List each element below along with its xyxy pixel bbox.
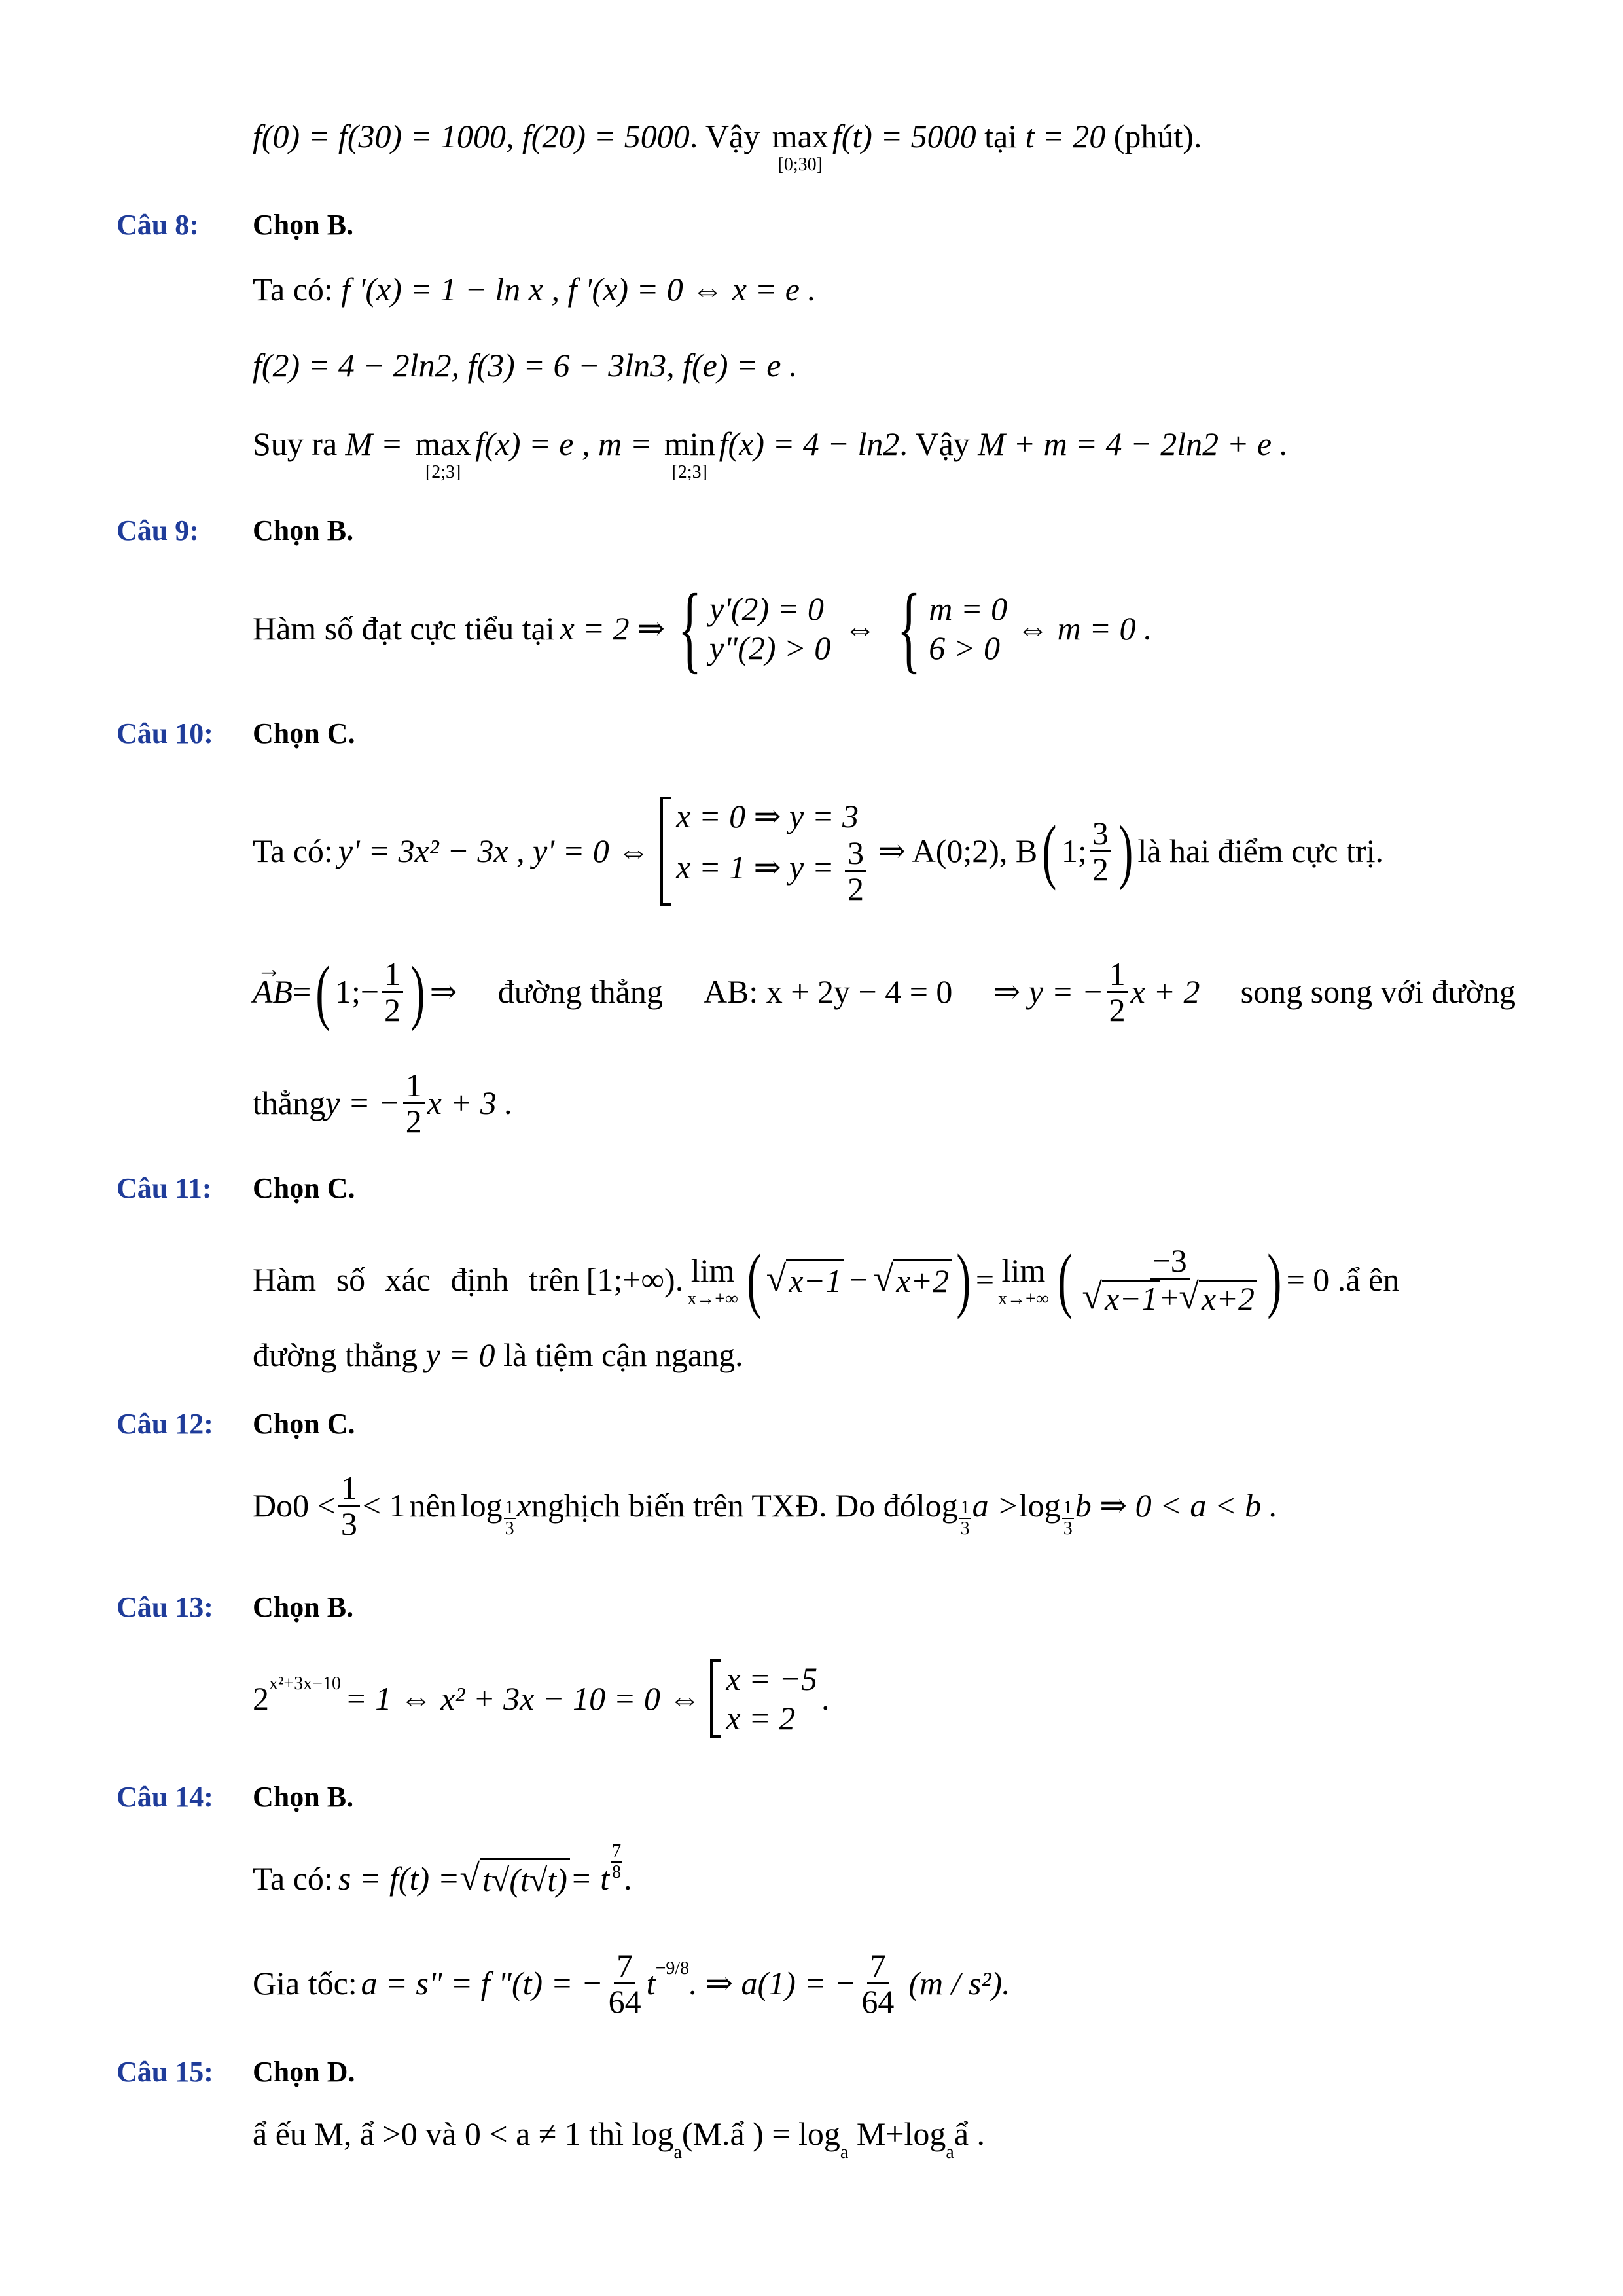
q7-expr-a: f(0) = f(30) = 1000, — [253, 118, 522, 154]
q11-l2-tail: là tiệm cận ngang. — [495, 1336, 743, 1373]
q8-max — [415, 424, 471, 482]
q14-l2-t: t — [646, 1965, 656, 2001]
q8-line2 — [253, 346, 797, 385]
q15-sub-b: a — [840, 2142, 849, 2162]
q10-case2-den: 2 — [847, 870, 864, 907]
q8-l1-prefix: Ta có: — [253, 271, 342, 308]
q11-num: −3 — [1150, 1244, 1190, 1280]
q8-label: Câu 8: — [116, 209, 199, 241]
q11-den-a: x−1 — [1102, 1280, 1160, 1316]
q14-l2-frac2 — [859, 1948, 897, 2018]
q13-case2: x = 2 — [726, 1700, 796, 1736]
q10-l2-frac — [1107, 957, 1128, 1027]
q9-cond: x = 2 ⇒ — [560, 610, 665, 647]
q12-num: 1 — [338, 1471, 360, 1507]
q15-text-b: (M.ẩ ) = log — [681, 2115, 840, 2152]
q9-brace1-icon: { — [678, 574, 702, 683]
q11-eq: = — [975, 1261, 995, 1298]
q10-l3-a: y = − — [325, 1085, 401, 1121]
q10-pt-b-num: 3 — [1090, 816, 1111, 852]
q10-vec-den: 2 — [384, 991, 401, 1028]
q14-choice: Chọn B. — [253, 1781, 354, 1813]
q15-text-a: ẩ ếu M, ẩ >0 và 0 < a ≠ 1 thì log — [253, 2115, 674, 2152]
q11-line2 — [253, 1335, 743, 1374]
q10-vector-ab: → AB — [253, 972, 293, 1011]
q10-l2-den: 2 — [1109, 991, 1126, 1028]
q12-ineq-b: < 1 — [362, 1487, 406, 1524]
q12-frac — [338, 1471, 360, 1541]
q12-label: Câu 12: — [116, 1408, 213, 1440]
q9-sys2-b: 6 > 0 — [929, 630, 1000, 666]
q12-do: Do — [253, 1487, 293, 1524]
q14-l2-num2: 7 — [867, 1948, 889, 1984]
q12-text2: nghịch biến trên TXĐ. Do đó — [531, 1487, 916, 1524]
q9-system1 — [670, 574, 831, 683]
q10-vec-frac — [382, 957, 403, 1027]
q8-l1-expr: f '(x) = 1 − ln x , f '(x) = 0 ⇔ x = e . — [341, 271, 816, 308]
q15-text-d: ẩ . — [954, 2115, 986, 2152]
q12-log2-den: 3 — [960, 1518, 970, 1539]
q13-choice: Chọn B. — [253, 1591, 354, 1623]
q10-l2-text1: đường thẳng — [497, 973, 663, 1010]
q10-prefix: Ta có: — [253, 833, 333, 869]
q8-min-op: min — [664, 425, 715, 462]
q7-expr-d: f(t) = 5000 — [832, 118, 976, 154]
q14-prefix: Ta có: — [253, 1860, 333, 1897]
q11-l2-expr: y = 0 — [425, 1336, 495, 1373]
q14-expr: s = f(t) = — [338, 1860, 460, 1897]
q11-expr-a: x−1 — [786, 1259, 844, 1300]
q12-choice: Chọn C. — [253, 1408, 355, 1440]
q10-pt-b-den: 2 — [1092, 850, 1109, 888]
q14-l2-exp: −9/8 — [655, 1958, 690, 1979]
q10-expr1: y' = 3x² − 3x , y' = 0 ⇔ — [338, 833, 651, 869]
q14-line2 — [253, 1937, 1010, 2029]
q10-pt-b-a: 1; — [1061, 833, 1087, 869]
q11-tail: ẩ ên — [1346, 1261, 1400, 1298]
q14-l2-frac — [606, 1948, 644, 2018]
q12-log1-base — [504, 1498, 516, 1539]
q14-dot: . — [624, 1860, 632, 1897]
q10-l3-num: 1 — [403, 1068, 425, 1104]
q11-paren2-close-icon: ) — [1267, 1240, 1282, 1319]
q10-choice: Chọn C. — [253, 717, 355, 749]
q10-l2-d: x + 2 — [1130, 973, 1200, 1010]
q14-sqrt: √ t√(t√t) — [459, 1858, 570, 1899]
q12-log1-den: 3 — [505, 1518, 514, 1539]
q10-l2-eq: = — [293, 973, 312, 1010]
q11-den: √ x−1 + √ x+2 — [1079, 1280, 1260, 1316]
q12-log2-num: 1 — [960, 1498, 970, 1518]
q7-max-under: [0;30] — [777, 154, 823, 175]
q11-dot: . — [675, 1261, 684, 1298]
q8-choice: Chọn B. — [253, 209, 354, 241]
q8-min — [664, 424, 715, 482]
q12-log2-base — [959, 1498, 971, 1539]
q12-log3-den: 3 — [1063, 1518, 1073, 1539]
q10-l3-frac — [403, 1068, 425, 1138]
q9-brace2-icon: { — [897, 574, 921, 683]
q10-pt-b-frac — [1090, 816, 1111, 886]
q10-l2-c: ⇒ y = − — [993, 973, 1104, 1010]
q7-text: . Vậy — [689, 118, 768, 154]
q15-text-c: M+log — [848, 2115, 946, 2152]
q8-line1 — [253, 270, 816, 309]
q14-line1 — [253, 1833, 632, 1924]
q9-choice: Chọn B. — [253, 514, 354, 547]
q13-exp: x²+3x−10 — [269, 1674, 341, 1694]
q13-base: 2 — [253, 1680, 269, 1717]
q14-l2-den: 64 — [608, 1982, 641, 2020]
q10-l3-den: 2 — [405, 1102, 422, 1139]
q8-l3-b: f(x) = e , m = — [475, 425, 660, 462]
q7-text-g: (phút). — [1105, 118, 1202, 154]
q10-points: ⇒ A(0;2), B — [878, 833, 1038, 869]
q10-vec-num: 1 — [382, 957, 403, 993]
q11-paren-close-icon: ) — [956, 1240, 971, 1319]
q11-label: Câu 11: — [116, 1172, 212, 1204]
q10-case2-a: x = 1 ⇒ y = — [676, 848, 842, 886]
q10-suffix: là hai điểm cực trị. — [1137, 833, 1384, 869]
q10-vec-paren-close-icon: ) — [410, 952, 425, 1031]
q13-cases — [710, 1659, 817, 1738]
q12-expr1: x — [516, 1487, 531, 1524]
q12-log2: log — [916, 1487, 958, 1524]
q10-line3 — [253, 1054, 513, 1152]
q14-exp — [611, 1842, 622, 1882]
q10-vec-a: 1;− — [334, 973, 380, 1010]
q12-expr3: b ⇒ 0 < a < b . — [1075, 1487, 1278, 1524]
q13-label: Câu 13: — [116, 1591, 213, 1623]
q15-label: Câu 15: — [116, 2056, 213, 2088]
q10-case2 — [676, 836, 869, 906]
q7-max-op: max — [772, 118, 829, 154]
q11-choice: Chọn C. — [253, 1172, 355, 1204]
q8-l2-expr: f(2) = 4 − 2ln2, f(3) = 6 − 3ln3, f(e) = e . — [253, 347, 798, 384]
q9-equiv: ⇔ — [844, 610, 877, 647]
q15-sub-c: a — [946, 2142, 954, 2162]
q13-dot: . — [821, 1680, 830, 1717]
q8-l3-prefix: Suy ra — [253, 425, 346, 462]
q7-line — [253, 117, 1202, 174]
q9-system2 — [889, 574, 1008, 683]
q12-log3: log — [1018, 1487, 1061, 1524]
q11-den-b: x+2 — [1199, 1280, 1257, 1316]
q9-result: ⇔ m = 0 . — [1016, 610, 1152, 647]
q12-den: 3 — [340, 1505, 357, 1542]
q8-min-under: [2;3] — [671, 462, 707, 482]
q10-line1 — [253, 776, 1383, 926]
q13-case1: x = −5 — [726, 1660, 818, 1697]
q9-sys1-b: y"(2) > 0 — [709, 630, 831, 666]
q9-sys2-a: m = 0 — [929, 590, 1008, 627]
q10-bracket — [660, 797, 671, 906]
q12-ineq-a: 0 < — [293, 1487, 336, 1524]
q10-paren-close-icon: ) — [1118, 811, 1133, 891]
q14-l2-num: 7 — [614, 1948, 635, 1984]
q7-expr-b: f(20) = 5000 — [522, 118, 690, 154]
q8-l3-a: M = — [345, 425, 412, 462]
q10-case2-num: 3 — [845, 836, 866, 872]
q11-lim1-op: lim — [690, 1252, 735, 1289]
q14-label: Câu 14: — [116, 1781, 213, 1813]
q10-vec-paren-open-icon: ( — [315, 952, 330, 1031]
q11-prefix: Hàm số xác định trên — [253, 1261, 580, 1298]
q12-log3-num: 1 — [1063, 1498, 1073, 1518]
q10-l2-text2: song song với đường — [1240, 973, 1516, 1010]
q9-prefix: Hàm số đạt cực tiểu tại — [253, 610, 555, 647]
q9-line — [253, 573, 1152, 684]
q10-line2 — [253, 942, 1516, 1041]
q11-expr-b: x+2 — [893, 1259, 952, 1300]
q8-line3 — [253, 424, 1288, 482]
q12-expr2: a > — [972, 1487, 1019, 1524]
q14-eq: = t — [569, 1860, 610, 1897]
q8-l3-e: M + m = 4 − 2ln2 + e . — [978, 425, 1289, 462]
q7-expr-f: t = 20 — [1025, 118, 1106, 154]
q8-l3-c: f(x) = 4 − ln2 — [719, 425, 900, 462]
q9-label: Câu 9: — [116, 514, 199, 547]
q10-l2-num: 1 — [1107, 957, 1128, 993]
q11-frac — [1079, 1244, 1260, 1316]
q13-bracket — [710, 1659, 721, 1738]
q11-line1: Hàm số xác định trên [1;+∞) . lim x→+∞ ( √ x−1 − √ x+2 ) = lim x→+∞ ( −3 √ x−1 + √ x+2 ) = 0 . ẩ ên — [253, 1240, 1400, 1319]
q10-l3-b: x + 3 . — [427, 1085, 513, 1121]
q12-log1: log — [460, 1487, 503, 1524]
q11-paren-open-icon: ( — [747, 1240, 762, 1319]
q11-domain: [1;+∞) — [586, 1261, 675, 1298]
q10-l3-text: thẳng — [253, 1085, 326, 1121]
q14-rad: t√(t√t) — [480, 1858, 570, 1899]
q12-log3-base — [1062, 1498, 1074, 1539]
q14-l2-a: a = s" = f "(t) = − — [361, 1965, 603, 2001]
q15-choice: Chọn D. — [253, 2056, 355, 2088]
q12-log1-num: 1 — [505, 1498, 514, 1518]
q14-l2-b: . ⇒ a(1) = − — [689, 1965, 857, 2001]
q8-l3-d: . Vậy — [899, 425, 978, 462]
q11-lim2-op: lim — [1001, 1252, 1046, 1289]
q11-lim1-under: x→+∞ — [687, 1289, 738, 1309]
q9-sys1-a: y'(2) = 0 — [709, 590, 824, 627]
q10-l2-b: ⇒ — [429, 973, 457, 1010]
q14-exp-den: 8 — [612, 1862, 622, 1882]
q11-paren2-open-icon: ( — [1058, 1240, 1073, 1319]
q12-line — [253, 1460, 1277, 1551]
q10-paren-open-icon: ( — [1042, 811, 1057, 891]
q7-text-e: tại — [976, 118, 1026, 154]
q11-lim1 — [687, 1251, 738, 1308]
q11-lim2-under: x→+∞ — [998, 1289, 1049, 1309]
q13-expr: = 1 ⇔ x² + 3x − 10 = 0 ⇔ — [344, 1680, 702, 1717]
q11-l2: đường thẳng — [253, 1336, 426, 1373]
q11-sqrt-a: √ x−1 — [766, 1259, 845, 1300]
q14-l2-unit: (m / s²). — [908, 1965, 1010, 2001]
q10-cases — [660, 797, 869, 906]
q15-line — [253, 2114, 986, 2162]
q7-max — [772, 117, 829, 174]
q11-lim2 — [998, 1251, 1049, 1308]
q10-l2-line: AB: x + 2y − 4 = 0 — [703, 973, 953, 1010]
q13-line — [253, 1643, 830, 1754]
q10-case2-frac — [845, 836, 866, 906]
q8-max-under: [2;3] — [425, 462, 461, 482]
q15-sub-a: a — [673, 2142, 682, 2162]
q14-l2-den2: 64 — [861, 1982, 895, 2020]
q10-case1: x = 0 ⇒ y = 3 — [676, 797, 859, 834]
q14-exp-num: 7 — [612, 1841, 622, 1861]
q14-l2-prefix: Gia tốc: — [253, 1965, 357, 2001]
q12-text1: nên — [409, 1487, 457, 1524]
q8-max-op: max — [415, 425, 472, 462]
q11-sqrt-b: √ x+2 — [874, 1259, 952, 1300]
q11-res: = 0 . — [1286, 1261, 1346, 1298]
q10-label: Câu 10: — [116, 717, 213, 749]
